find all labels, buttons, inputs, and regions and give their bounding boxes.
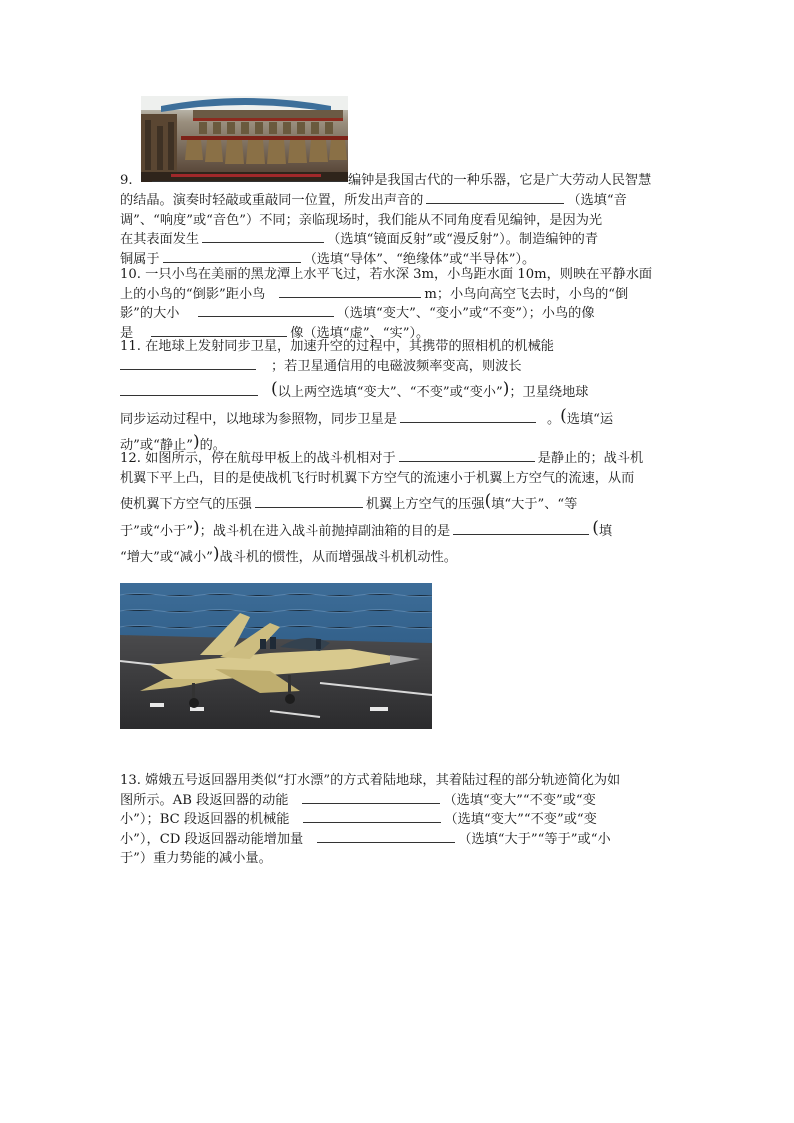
blank-9-2[interactable] — [202, 241, 324, 243]
question-10 — [120, 265, 670, 343]
blank-12-1[interactable] — [399, 460, 535, 462]
blank-11-2[interactable] — [120, 394, 258, 396]
paren-close-12a: ) — [192, 517, 200, 538]
carrier-jet-image — [120, 583, 432, 729]
blank-12-3[interactable] — [453, 533, 589, 535]
blank-12-2[interactable] — [255, 506, 363, 508]
paren-open-11b: ( — [560, 405, 567, 426]
question-11-line-2: ；若卫星通信用的电磁波频率变高，则波长 — [271, 358, 522, 374]
question-9-line-2a: 的结晶。演奏时轻敲或重敲同一位置，所发出声音的 — [120, 193, 424, 208]
question-12-line-3a: 使机翼下方空气的压强 — [120, 497, 252, 513]
question-9-line-1: 编钟是我国古代的一种乐器，它是广大劳动人民智慧 — [348, 173, 652, 188]
question-10-line-4b: 像（选填“虚”、“实”）。 — [290, 325, 430, 341]
blank-9-3[interactable] — [163, 261, 301, 263]
question-9 — [120, 171, 670, 269]
question-12-line-5a: “增大”或“减小” — [120, 550, 213, 566]
paren-close-12b: ) — [212, 544, 220, 565]
carrier-jet-photo — [120, 583, 432, 729]
question-13 — [120, 771, 670, 869]
blank-9-1[interactable] — [426, 202, 564, 204]
question-11-line-5: 动”或“静止” — [120, 438, 193, 454]
question-11-line-4a: 同步运动过程中，以地球为参照物，同步卫星是 — [120, 411, 397, 427]
question-11-line-4b: 。 — [546, 411, 561, 427]
question-13-line-4a: 小”），CD 段返回器动能增加量 — [120, 831, 304, 847]
question-12-line-5b: 战斗机的惯性，从而增强战斗机机动性。 — [219, 550, 457, 566]
question-11-line-4c: 选填“运 — [566, 411, 614, 427]
question-12-line-1a: 12. 如图所示，停在航母甲板上的战斗机相对于 — [120, 451, 396, 466]
paren-close-11a: ) — [502, 379, 510, 400]
question-12-line-3b: 机翼上方空气的压强 — [365, 497, 485, 513]
question-13-line-3a: 小”）；BC 段返回器的机械能 — [120, 812, 290, 828]
question-13-line-5: 于”）重力势能的减小量。 — [120, 851, 272, 867]
question-9-line-5a: 铜属于 — [120, 251, 160, 267]
question-10-line-4a: 是 — [120, 325, 134, 341]
question-11-line-5b: 的。 — [199, 438, 226, 454]
question-13-line-2a: 图所示。AB 段返回器的动能 — [120, 792, 289, 808]
question-12-line-1b: 是静止的；战斗机 — [537, 451, 644, 466]
question-12-line-3c: 填“大于”、“等 — [491, 497, 578, 513]
bianzhong-photo — [141, 96, 348, 182]
question-10-line-2b: m；小鸟向高空飞去时，小鸟的“倒 — [424, 286, 629, 302]
question-9-line-3: 调”、“响度”或“音色”）不同；亲临现场时，我们能从不同角度看见编钟，是因为光 — [120, 212, 603, 228]
question-10-line-3b: （选填“变大”、“变小”或“不变”）；小鸟的像 — [336, 306, 595, 322]
question-12-line-4a: 于”或“小于” — [120, 523, 193, 539]
question-12-line-4c: 填 — [598, 523, 613, 539]
paren-open-11a: ( — [271, 379, 278, 400]
paren-open-12a: ( — [484, 491, 492, 512]
question-10-line-2a: 上的小鸟的“倒影”距小鸟 — [120, 286, 266, 302]
question-9-line-4a: 在其表面发生 — [120, 232, 200, 248]
blank-13-3[interactable] — [317, 841, 455, 843]
question-12-line-2: 机翼下平上凸，目的是使战机飞行时机翼下方空气的流速小于机翼上方空气的流速，从而 — [120, 470, 635, 486]
question-9-line-4b: （选填“镜面反射”或“漫反射”）。制造编钟的青 — [327, 232, 599, 248]
question-11-line-1: 11. 在地球上发射同步卫星，加速升空的过程中，其携带的照相机的机械能 — [120, 339, 554, 354]
question-13-line-1: 13. 嫦娥五号返回器用类似“打水漂”的方式着陆地球，其着陆过程的部分轨迹简化为如 — [120, 773, 621, 788]
question-9-line-2b: （选填“音 — [567, 193, 627, 208]
blank-11-3[interactable] — [400, 421, 536, 423]
blank-13-2[interactable] — [303, 821, 441, 823]
blank-11-1[interactable] — [120, 368, 256, 370]
question-9-image-line — [152, 171, 347, 182]
paren-close-11b: ) — [192, 432, 200, 453]
bianzhong-image — [141, 96, 348, 182]
question-13-line-3b: （选填“变大”“不变”或“变 — [444, 812, 597, 828]
question-9-line-5b: （选填“导体”、“绝缘体”或“半导体”）。 — [303, 251, 536, 267]
question-13-line-2b: （选填“变大”“不变”或“变 — [443, 792, 596, 808]
question-11 — [120, 337, 670, 456]
question-9-number: 9. — [120, 173, 133, 188]
blank-13-1[interactable] — [302, 802, 440, 804]
question-10-line-3a: 影”的大小 — [120, 306, 180, 322]
question-11-line-3b: ；卫星绕地球 — [509, 385, 589, 401]
blank-10-1[interactable] — [279, 296, 421, 298]
question-13-line-4b: （选填“大于”“等于”或“小 — [458, 831, 611, 847]
blank-10-2[interactable] — [198, 315, 334, 317]
paren-open-12b: ( — [592, 517, 599, 538]
question-10-line-1: 10. 一只小鸟在美丽的黑龙潭上水平飞过，若水深 3m，小鸟距水面 10m，则映在平静水面 — [120, 267, 653, 282]
question-12 — [120, 449, 670, 568]
question-12-line-4b: ；战斗机在进入战斗前抛掉副油箱的目的是 — [199, 523, 451, 539]
question-11-line-3a: 以上两空选填“变大”、“不变”或“变小” — [277, 385, 503, 401]
